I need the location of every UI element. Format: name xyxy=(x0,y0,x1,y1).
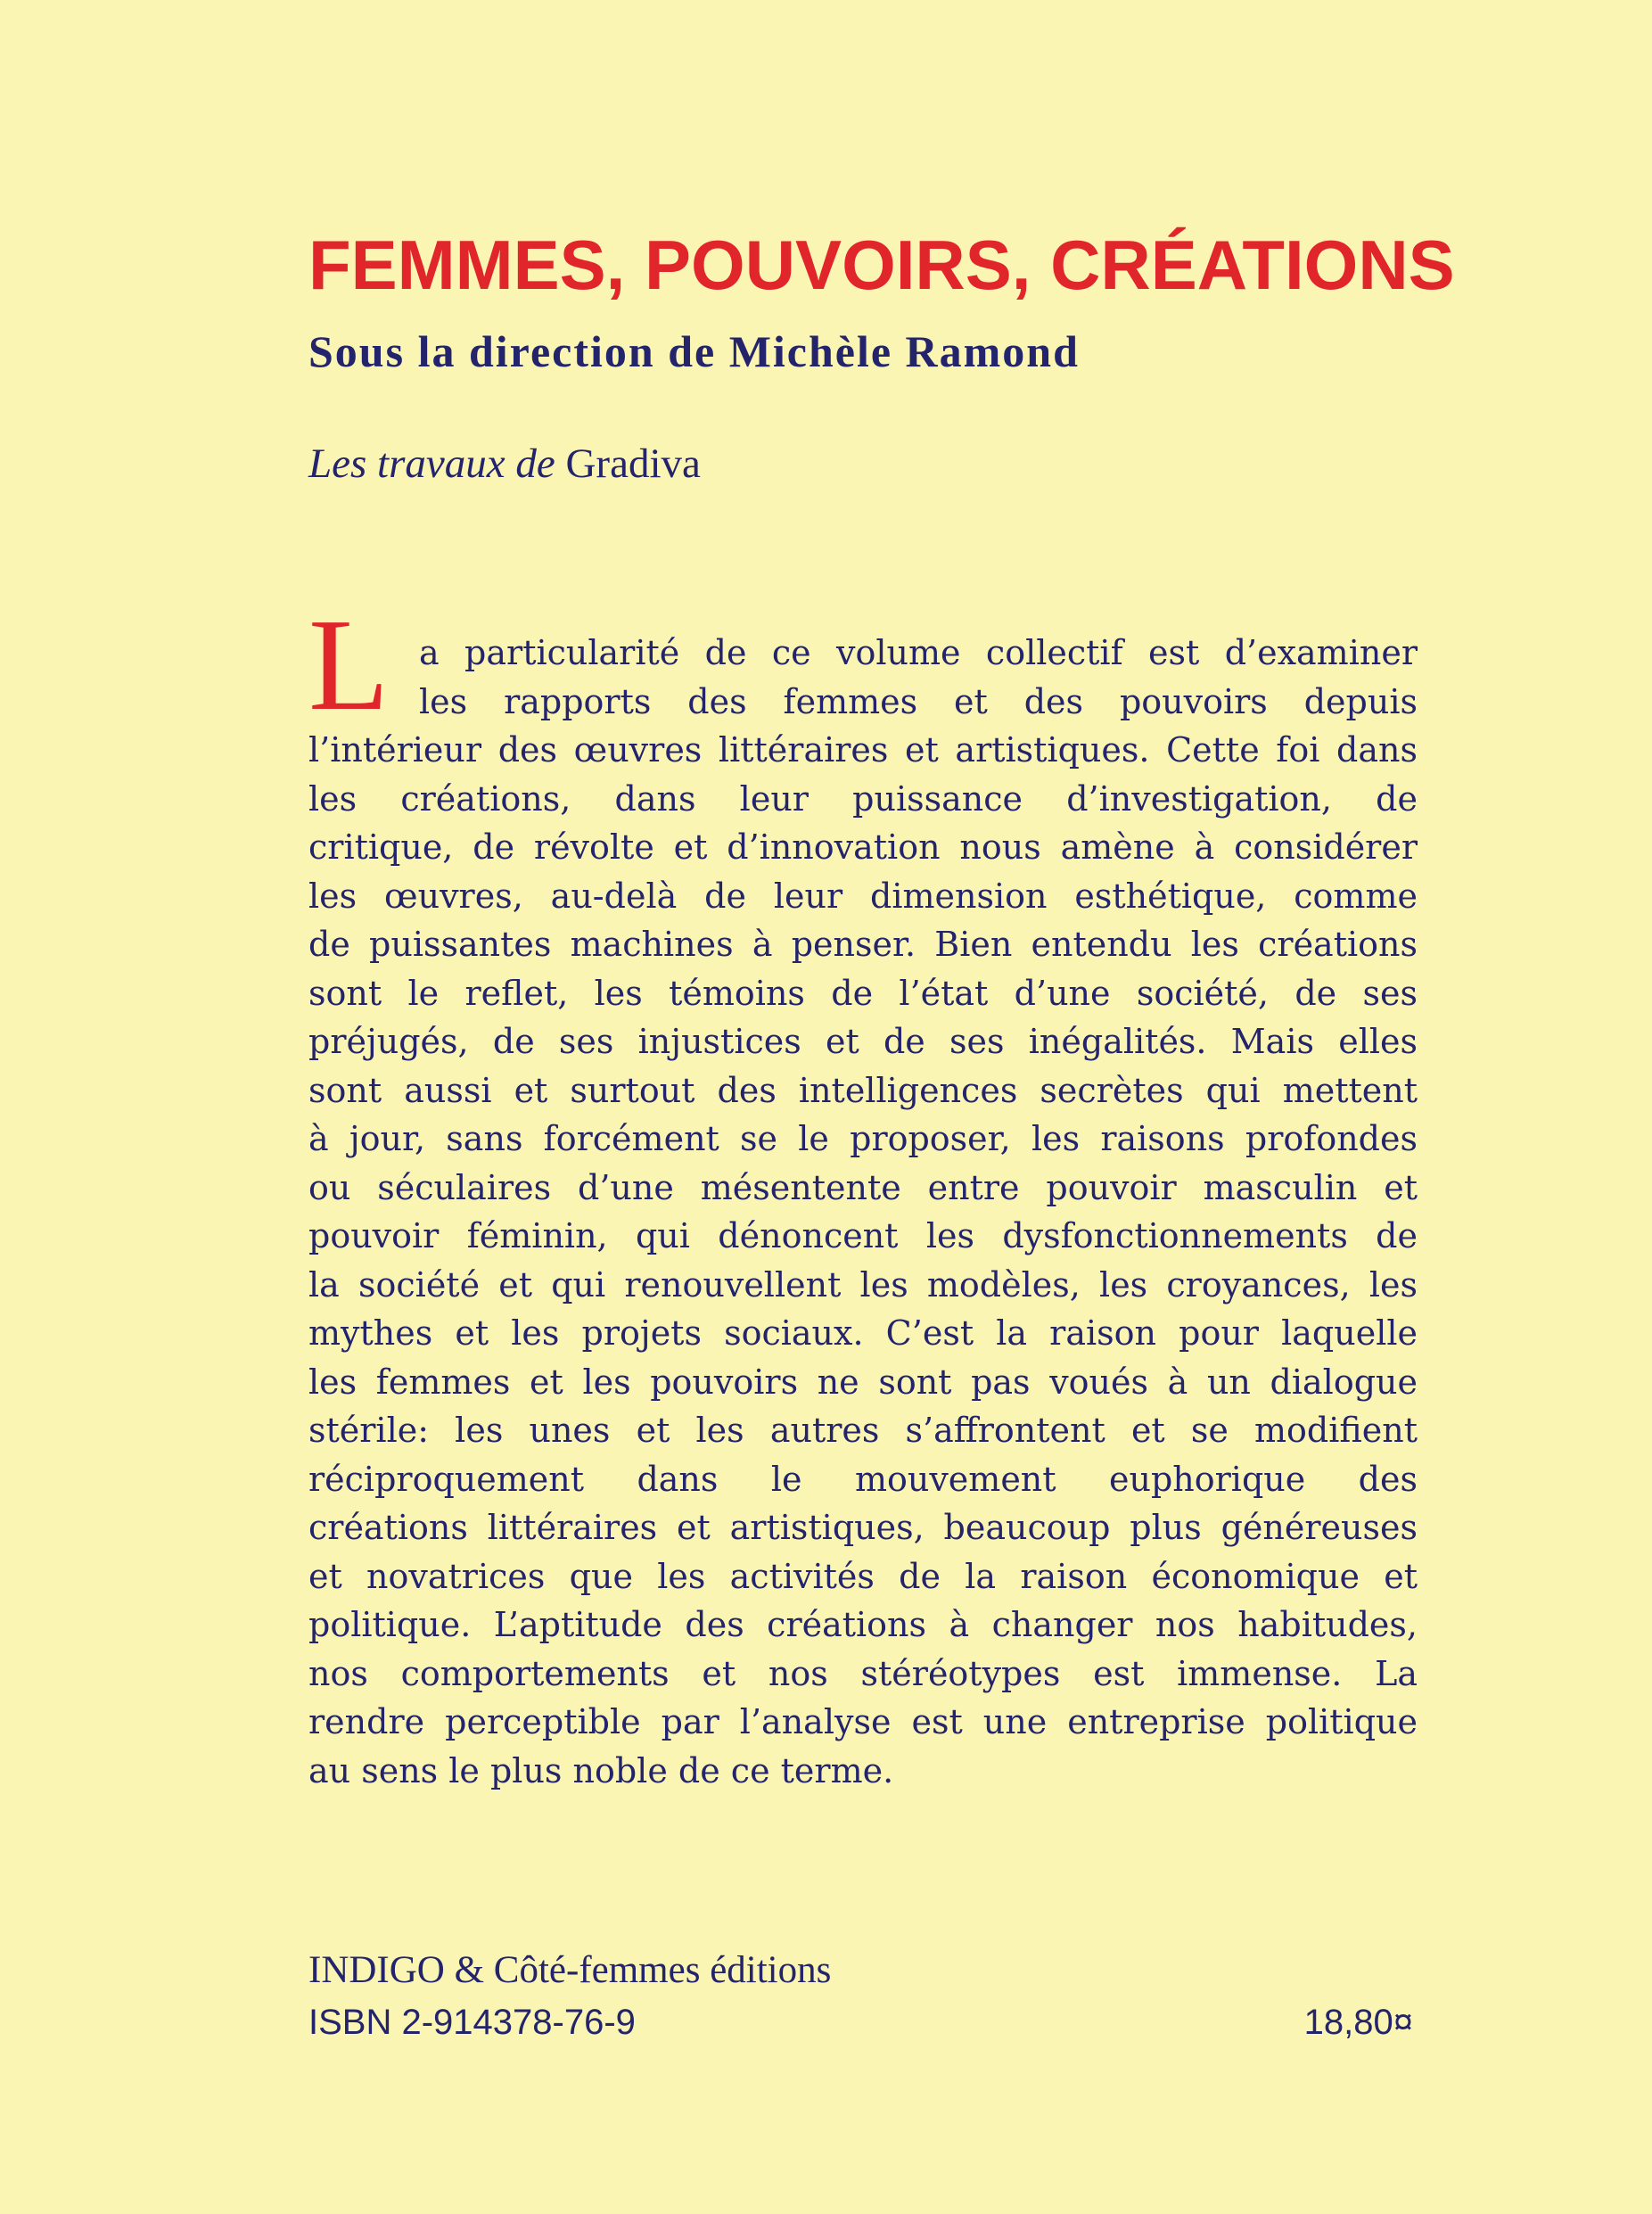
blurb-line: sont le reflet, les témoins de l’état d’une société, de ses xyxy=(308,973,1418,1013)
blurb-line: l’intérieur des œuvres littéraires et artistiques. Cette foi dans xyxy=(308,730,1418,770)
blurb-line: créations littéraires et artistiques, beaucoup plus généreuses xyxy=(308,1508,1418,1547)
drop-cap: L xyxy=(308,592,390,738)
blurb-line: pouvoir féminin, qui dénoncent les dysfonctionnements de xyxy=(308,1216,1418,1255)
blurb-line: nos comportements et nos stéréotypes est immense. La xyxy=(308,1653,1418,1693)
blurb-line: les œuvres, au-delà de leur dimension esthétique, comme xyxy=(308,876,1418,916)
blurb-line: les femmes et les pouvoirs ne sont pas voués à un dialogue xyxy=(308,1362,1418,1402)
book-title: FEMMES, POUVOIRS, CRÉATIONS xyxy=(308,226,1455,304)
blurb-line: réciproquement dans le mouvement euphorique des xyxy=(308,1459,1418,1499)
blurb-line: politique. L’aptitude des créations à changer nos habitudes, xyxy=(308,1605,1418,1644)
blurb-line: a particularité de ce volume collectif est d’examiner xyxy=(419,633,1418,672)
blurb-line: ou séculaires d’une mésentente entre pouvoir masculin et xyxy=(308,1167,1418,1207)
blurb-text xyxy=(308,629,1418,1795)
series-name: Gradiva xyxy=(565,440,701,487)
blurb-line: les rapports des femmes et des pouvoirs depuis xyxy=(419,681,1418,721)
blurb-line: à jour, sans forcément se le proposer, les raisons profondes xyxy=(308,1119,1418,1158)
series-prefix: Les travaux de xyxy=(308,440,555,487)
isbn-number: ISBN 2-914378-76-9 xyxy=(308,2003,636,2042)
blurb-line: au sens le plus noble de ce terme. xyxy=(308,1750,894,1790)
series-line xyxy=(308,437,701,490)
blurb-line: et novatrices que les activités de la raison économique et xyxy=(308,1556,1418,1596)
blurb-line: les créations, dans leur puissance d’investigation, de xyxy=(308,778,1418,819)
blurb-line: sont aussi et surtout des intelligences secrètes qui mettent xyxy=(308,1070,1418,1110)
blurb-line: mythes et les projets sociaux. C’est la raison pour laquelle xyxy=(308,1313,1418,1353)
book-editor: Sous la direction de Michèle Ramond xyxy=(308,326,1080,376)
blurb-line: la société et qui renouvellent les modèles, les croyances, les xyxy=(308,1264,1418,1305)
blurb-line: rendre perceptible par l’analyse est une entreprise politique xyxy=(308,1702,1418,1741)
blurb-line: critique, de révolte et d’innovation nous amène à considérer xyxy=(308,827,1418,867)
publisher-name: INDIGO & Côté-femmes éditions xyxy=(308,1949,832,1991)
price-label: 18,80¤ xyxy=(1303,2003,1413,2042)
blurb-line: préjugés, de ses injustices et de ses inégalités. Mais elles xyxy=(308,1022,1418,1061)
blurb-line: stérile: les unes et les autres s’affrontent et se modifient xyxy=(308,1411,1418,1450)
blurb-line: de puissantes machines à penser. Bien entendu les créations xyxy=(308,925,1418,964)
